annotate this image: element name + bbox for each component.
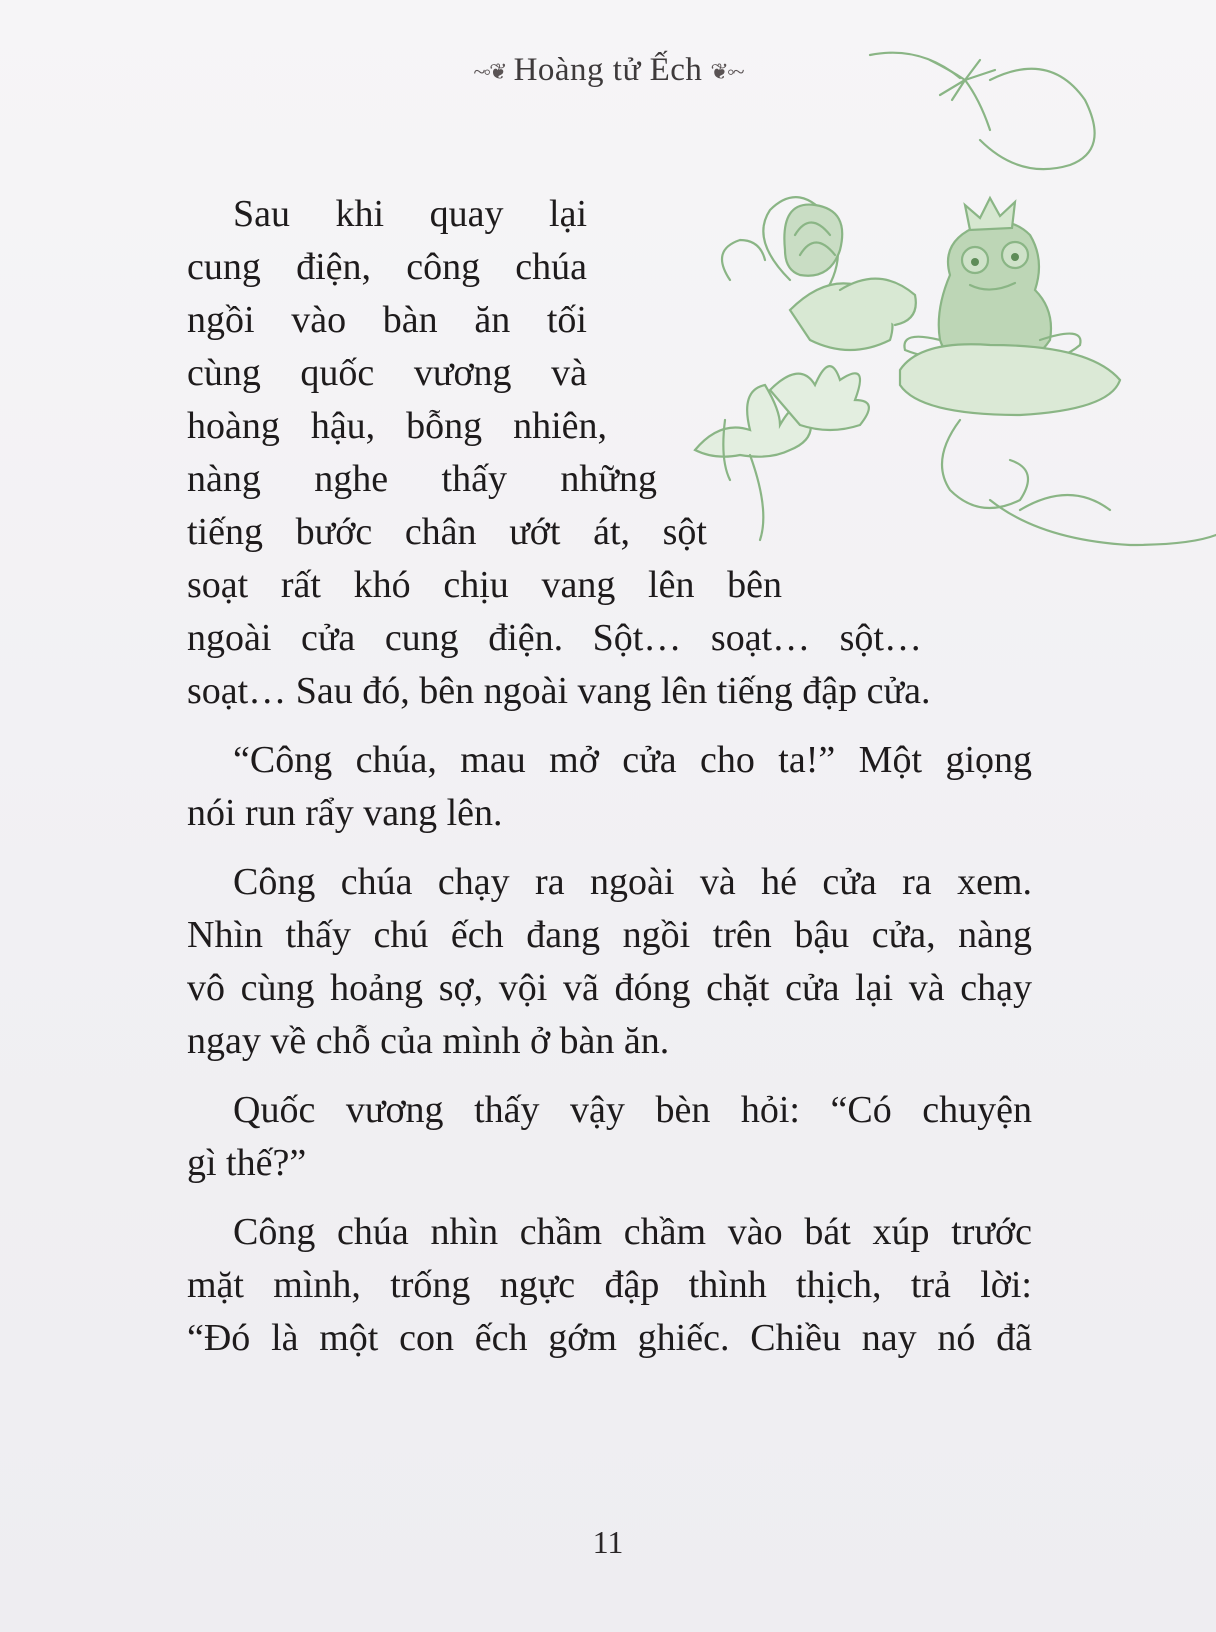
- text-line: mặt mình, trống ngực đập thình thịch, trả lời:: [187, 1264, 1032, 1306]
- text-line: ngoài cửa cung điện. Sột… soạt… sột…: [187, 617, 922, 659]
- text-line: “Công chúa, mau mở cửa cho ta!” Một giọng: [233, 739, 1032, 781]
- text-line: cung điện, công chúa: [187, 246, 587, 288]
- text-line: tiếng bước chân ướt át, sột: [187, 511, 707, 553]
- text-line: vô cùng hoảng sợ, vội vã đóng chặt cửa lại và chạy: [187, 967, 1032, 1009]
- ornament-right-icon: ❦◦~: [710, 59, 743, 85]
- text-line: nói run rẩy vang lên.: [187, 792, 503, 834]
- text-line: hoàng hậu, bỗng nhiên,: [187, 405, 607, 447]
- text-line: cùng quốc vương và: [187, 352, 587, 394]
- text-line: Sau khi quay lại: [233, 193, 587, 235]
- paragraph-2: [187, 734, 1032, 840]
- paragraph-4: [187, 1084, 1032, 1190]
- ornament-left-icon: ~◦❦: [473, 59, 506, 85]
- text-line: soạt… Sau đó, bên ngoài vang lên tiếng đập cửa.: [187, 670, 931, 712]
- text-line: Quốc vương thấy vậy bèn hỏi: “Có chuyện: [233, 1089, 1032, 1131]
- book-title: Hoàng tử Ếch: [513, 52, 703, 88]
- text-line: ngồi vào bàn ăn tối: [187, 299, 587, 341]
- text-line: Công chúa nhìn chầm chầm vào bát xúp trước: [233, 1211, 1032, 1253]
- text-line: ngay về chỗ của mình ở bàn ăn.: [187, 1020, 670, 1062]
- text-line: gì thế?”: [187, 1142, 307, 1184]
- text-line: nàng nghe thấy những: [187, 458, 657, 500]
- paragraph-1: [187, 188, 1032, 718]
- paragraph-3: [187, 856, 1032, 1068]
- text-line: Công chúa chạy ra ngoài và hé cửa ra xem.: [233, 861, 1032, 903]
- text-line: soạt rất khó chịu vang lên bên: [187, 564, 782, 606]
- paragraph-5: [187, 1206, 1032, 1365]
- story-text: [187, 188, 1032, 1381]
- page-number: 11: [592, 1524, 624, 1560]
- text-line: “Đó là một con ếch gớm ghiếc. Chiều nay nó đã: [187, 1317, 1032, 1359]
- text-line: Nhìn thấy chú ếch đang ngồi trên bậu cửa, nàng: [187, 914, 1032, 956]
